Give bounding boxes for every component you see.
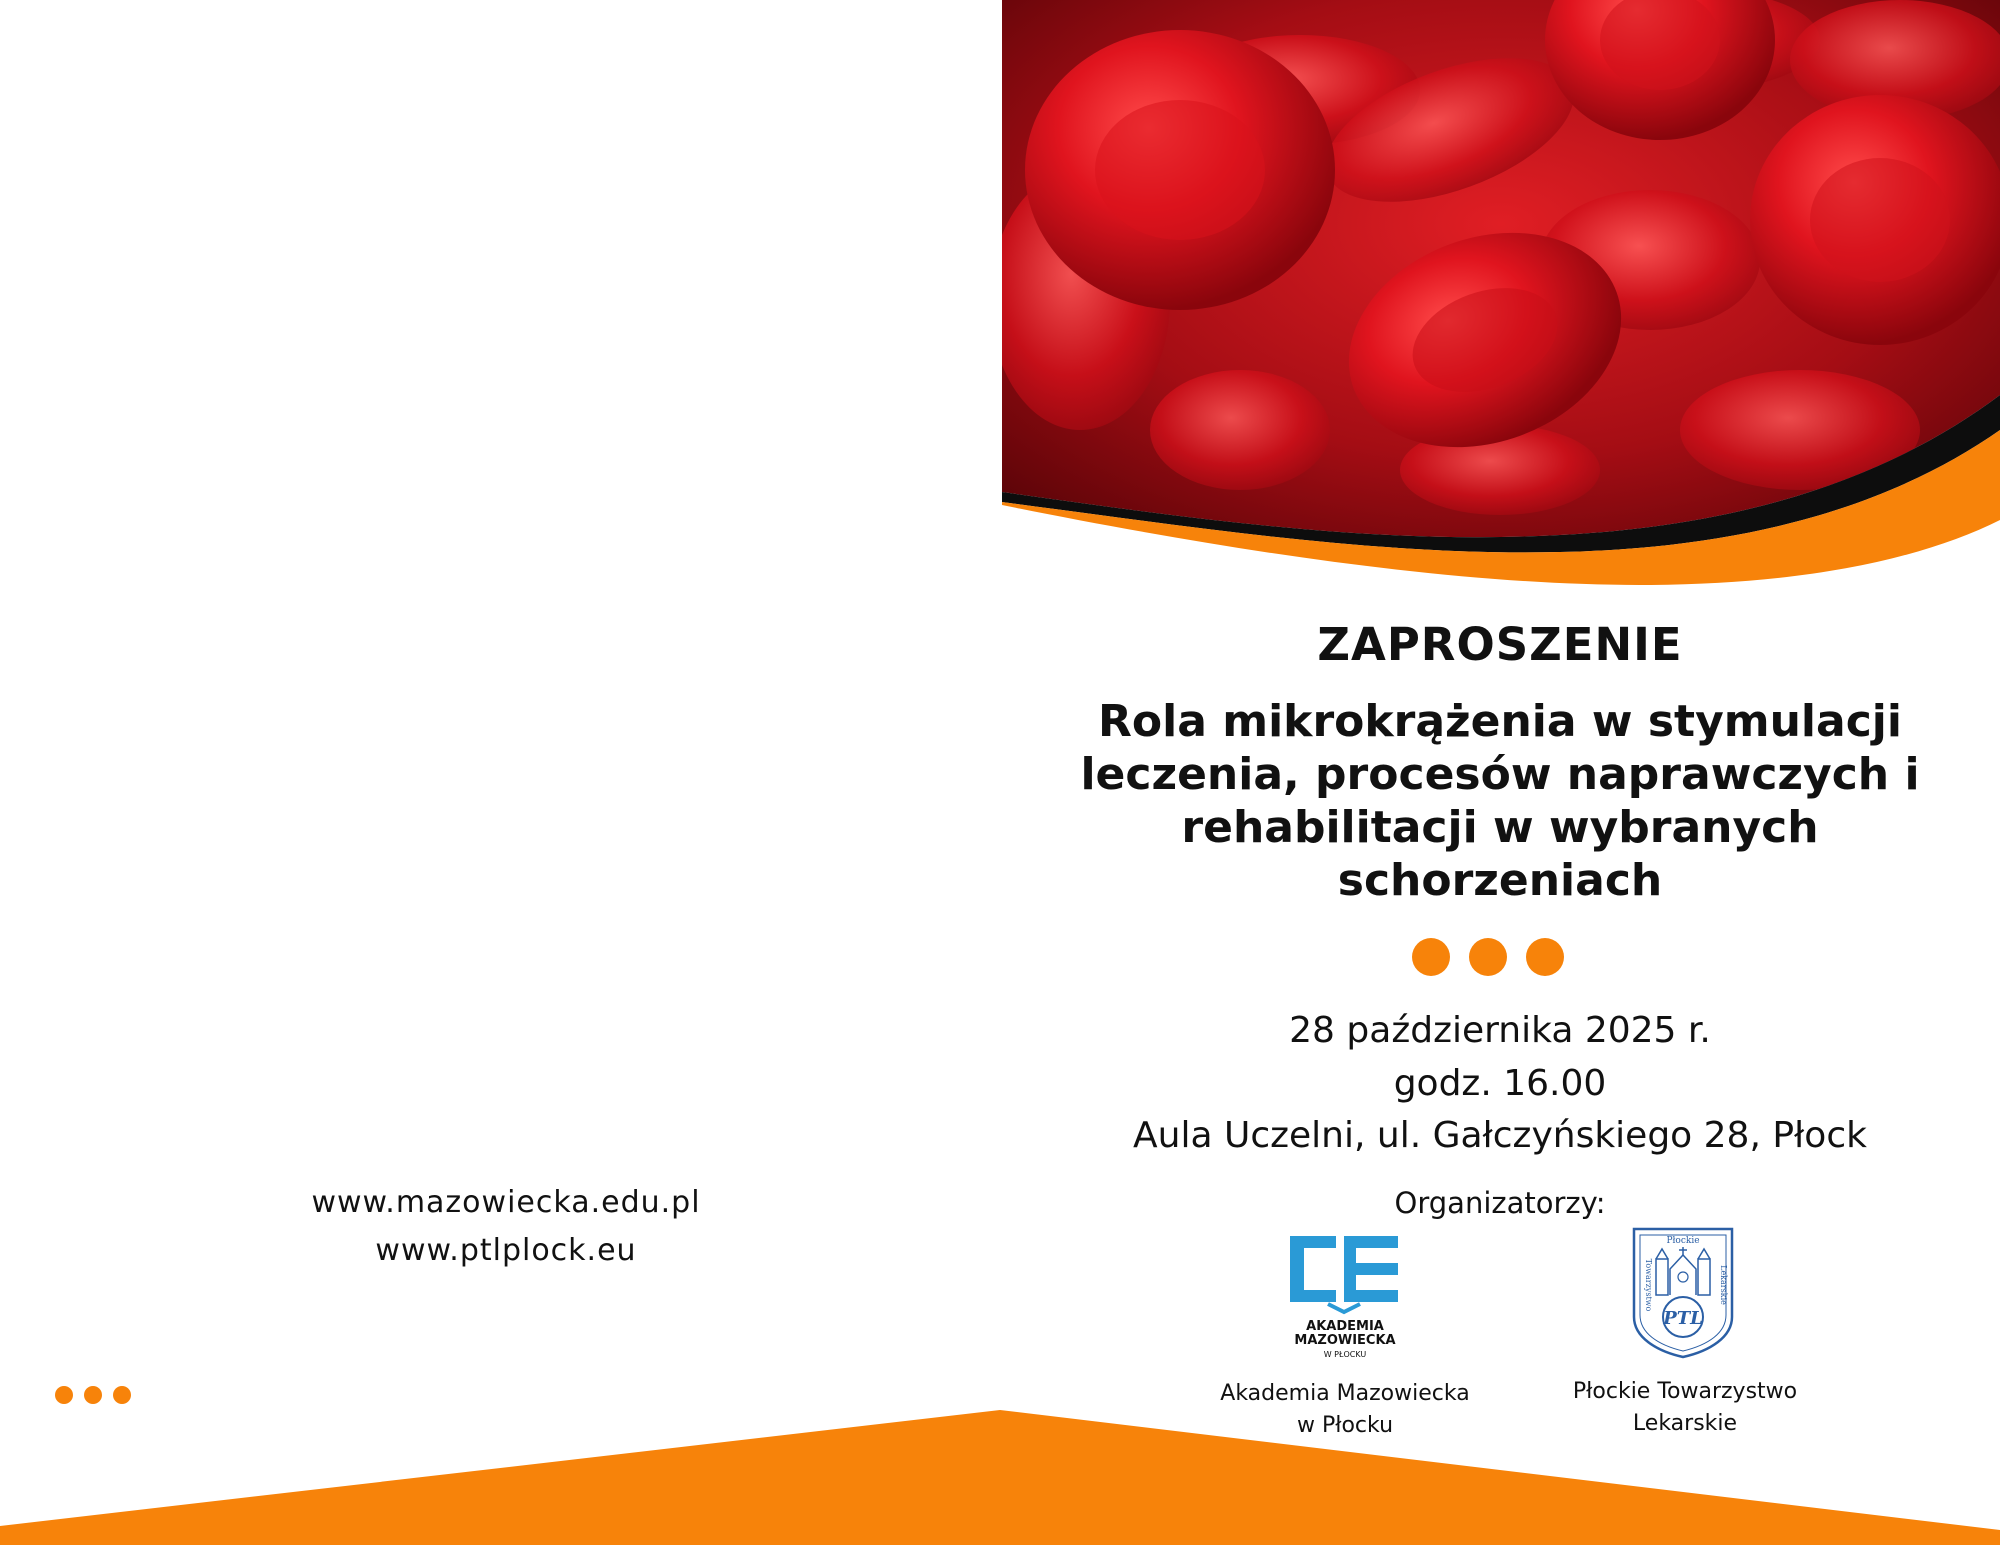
event-venue: Aula Uczelni, ul. Gałczyńskiego 28, Płock [1133, 1115, 1867, 1156]
organizers-label: Organizatorzy: [1394, 1186, 1606, 1220]
ptl-shield-logo [1630, 1225, 1736, 1361]
akademia-logo-text-line1: AKADEMIA [1306, 1319, 1384, 1334]
blood-cells-image [990, 0, 2000, 560]
decorative-small-dot [55, 1386, 73, 1404]
akademia-logo-subtext: W PŁOCKU [1323, 1350, 1367, 1359]
organizer-name-akademia-line1: Akademia Mazowiecka [1220, 1381, 1470, 1406]
organizer-name-ptl-line1: Płockie Towarzystwo [1572, 1379, 1798, 1404]
decorative-dot [1412, 938, 1450, 976]
invitation-heading: ZAPROSZENIE [1317, 618, 1683, 671]
event-date: 28 października 2025 r. [1289, 1010, 1711, 1051]
ptl-monogram: PTL [1663, 1308, 1703, 1329]
ptl-shield-right-text: Lekarskie [1719, 1265, 1728, 1305]
decorative-small-dot [113, 1386, 131, 1404]
website-link-mazowiecka[interactable]: www.mazowiecka.edu.pl [311, 1185, 701, 1220]
event-time: godz. 16.00 [1393, 1063, 1607, 1104]
decorative-dot [1526, 938, 1564, 976]
website-link-ptl[interactable]: www.ptlplock.eu [375, 1233, 637, 1268]
akademia-mazowiecka-logo [1288, 1234, 1403, 1316]
ptl-shield-left-text: Towarzystwo [1644, 1258, 1653, 1312]
decorative-dot [1469, 938, 1507, 976]
organizer-name-akademia-line2: w Płocku [1296, 1413, 1394, 1438]
akademia-logo-text [1255, 1320, 1435, 1348]
organizer-name-akademia [1180, 1378, 1510, 1442]
organizer-name-ptl [1520, 1376, 1850, 1440]
organizer-name-ptl-line2: Lekarskie [1632, 1411, 1738, 1436]
event-title: Rola mikrokrążenia w stymulacji leczenia, procesów naprawczych i rehabilitacji w wybranych schorzeniach [1080, 696, 1920, 906]
ptl-shield-top-text: Płockie [1666, 1236, 1700, 1246]
decorative-small-dot [84, 1386, 102, 1404]
akademia-logo-text-line2: MAZOWIECKA [1294, 1333, 1396, 1348]
